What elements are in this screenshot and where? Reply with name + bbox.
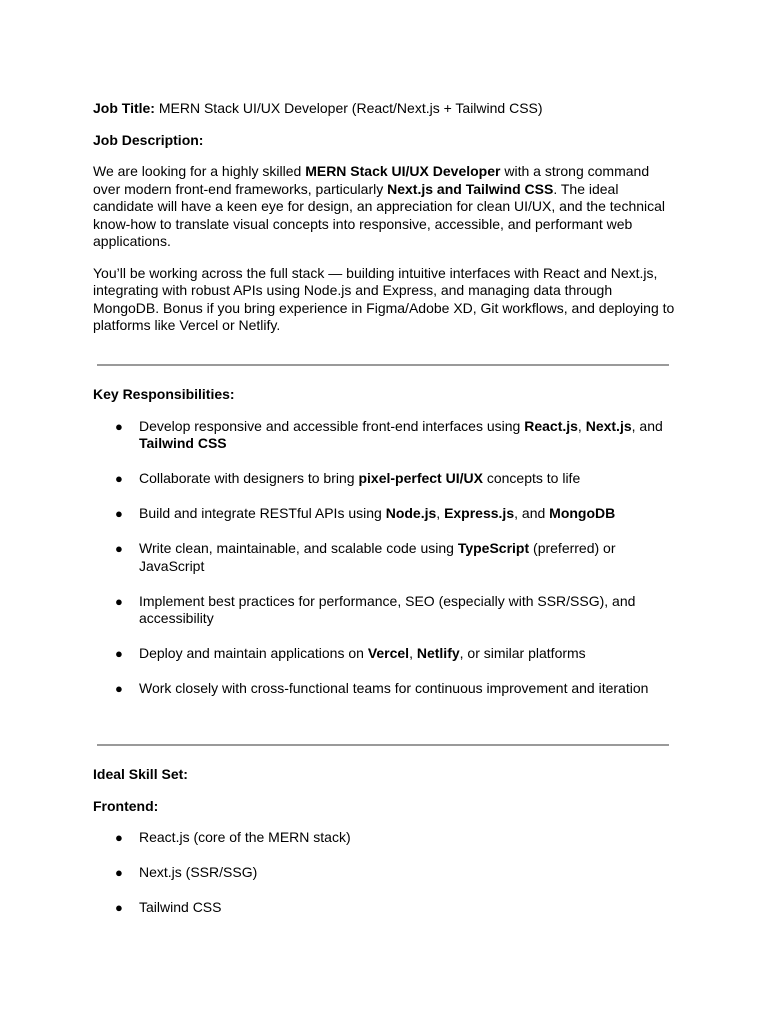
item-bold: Node.js [385, 505, 437, 521]
item-text: Deploy and maintain applications on [139, 645, 368, 661]
item-text: Next.js (SSR/SSG) [139, 864, 258, 880]
item-text: , [577, 417, 586, 434]
para1-text-1: We are looking for a highly skilled [93, 163, 306, 179]
frontend-skills-list [93, 829, 675, 917]
item-text: Work closely with cross-functional teams for continuous improvement and iteration [139, 680, 649, 696]
list-item [93, 540, 675, 575]
skills-heading: Ideal Skill Set: [93, 766, 188, 782]
item-text: Develop responsive and accessible front-end interfaces using [139, 417, 525, 434]
bullet-icon: ● [115, 681, 123, 696]
item-bold: Next.js [585, 417, 632, 434]
item-bold: Express.js [444, 505, 515, 521]
item-bold: Netlify [416, 645, 460, 661]
list-item [93, 470, 675, 488]
item-bold: TypeScript [457, 540, 530, 556]
document-page [93, 100, 675, 349]
para1-text-2: with a strong command over modern front-end frameworks, particularly [93, 163, 650, 197]
job-description-paragraph-2: You’ll be working across the full stack — building intuitive interfaces with React and Next.js, integrating with robust APIs using Node.js and Express, and managing data through MongoDB. Bonus if you bring experience in Figma/Adobe XD, Git workflows, and deploying to platforms like Vercel or Netlify. [93, 264, 675, 333]
job-description-paragraph-1 [93, 163, 675, 251]
list-item [93, 645, 675, 663]
item-bold: MongoDB [549, 505, 616, 521]
horizontal-divider-2 [97, 744, 669, 746]
item-bold: Vercel [367, 645, 410, 661]
item-bold: Tailwind CSS [139, 435, 227, 451]
list-item [93, 505, 675, 523]
bullet-icon: ● [115, 541, 123, 556]
list-item [93, 829, 675, 847]
list-item [93, 680, 675, 698]
item-text: Tailwind CSS [139, 899, 222, 915]
para1-bold-1: MERN Stack UI/UX Developer [305, 163, 501, 179]
job-description-heading: Job Description: [93, 131, 204, 148]
item-text: Collaborate with designers to bring [139, 470, 359, 486]
list-item [93, 899, 675, 917]
list-item [93, 593, 675, 628]
item-text: , and [514, 505, 550, 521]
frontend-heading: Frontend: [93, 797, 159, 814]
para1-bold-2: Next.js and Tailwind CSS [387, 180, 554, 197]
bullet-icon: ● [115, 830, 123, 845]
bullet-icon: ● [115, 418, 123, 434]
bullet-icon: ● [115, 593, 123, 609]
job-title-line [93, 100, 675, 118]
item-text: React.js (core of the MERN stack) [139, 829, 351, 845]
list-item [93, 864, 675, 882]
item-text: , or similar platforms [459, 645, 586, 661]
item-text: (preferred) or JavaScript [139, 540, 616, 574]
item-text: Write clean, maintainable, and scalable code using [139, 540, 458, 556]
bullet-icon: ● [115, 646, 123, 661]
responsibilities-section [93, 386, 675, 715]
item-text: Build and integrate RESTful APIs using [139, 505, 386, 521]
item-text: concepts to life [482, 470, 581, 486]
item-text: , and [631, 417, 663, 434]
item-text: , [436, 505, 445, 521]
skills-section [93, 766, 675, 934]
responsibilities-list [93, 418, 675, 698]
item-text: , [409, 645, 417, 661]
item-bold: React.js [524, 417, 578, 434]
bullet-icon: ● [115, 471, 123, 486]
horizontal-divider-1 [97, 364, 669, 366]
job-title-label: Job Title: [93, 100, 155, 116]
bullet-icon: ● [115, 865, 123, 880]
responsibilities-heading: Key Responsibilities: [93, 386, 235, 402]
item-text: Implement best practices for performance, SEO (especially with SSR/SSG), and accessibility [139, 592, 636, 626]
item-bold: pixel-perfect UI/UX [358, 470, 483, 486]
bullet-icon: ● [115, 506, 123, 521]
job-title-value: MERN Stack UI/UX Developer (React/Next.js + Tailwind CSS) [154, 100, 543, 116]
bullet-icon: ● [115, 900, 123, 915]
para1-text-3: . The ideal candidate will have a keen eye for design, an appreciation for clean UI/UX, and the technical know-how to translate visual concepts into responsive, accessible, and performant web applications. [93, 180, 666, 249]
list-item [93, 418, 675, 453]
